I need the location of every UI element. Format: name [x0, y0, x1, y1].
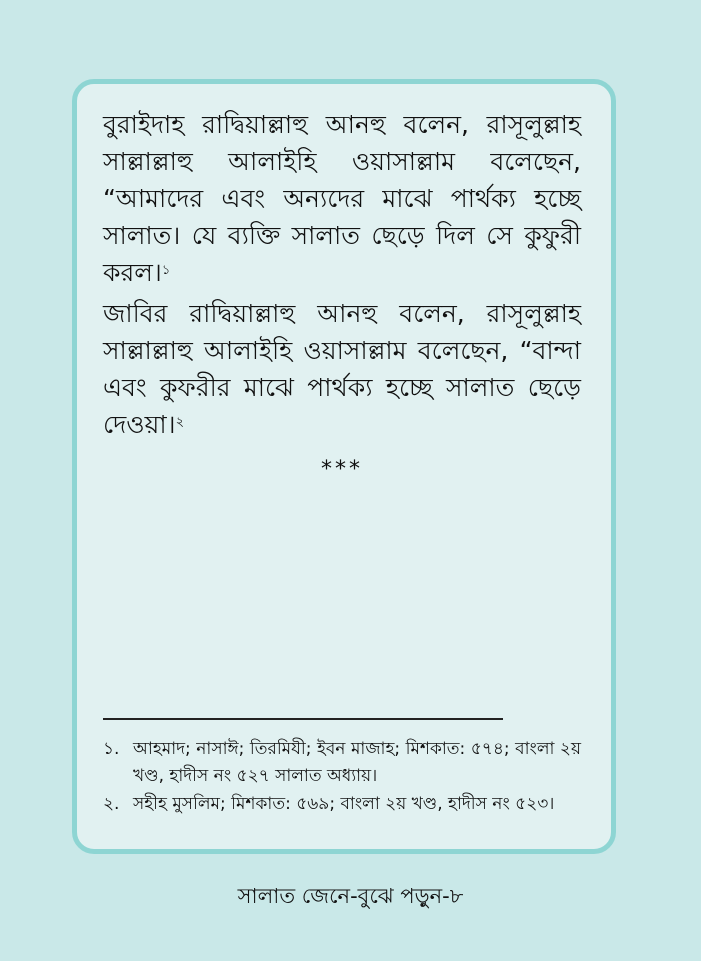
footnote-ref-1[interactable]: ১ [161, 263, 171, 278]
page-footer: সালাত জেনে-বুঝে পড়ুন-৮ [237, 884, 464, 908]
body-text [103, 106, 581, 482]
hadith-paragraph-2-text: জাবির রাদ্বিয়াল্লাহু আনহু বলেন, রাসূলুল্লাহ সাল্লাল্লাহু আলাইহি ওয়াসাল্লাম বলেছেন, “বান্দা এবং কুফরীর মাঝে পার্থক্য হচ্ছে সালাত ছেড়ে দেওয়া। [103, 299, 581, 439]
content-card [72, 79, 616, 854]
section-separator: *** [321, 457, 363, 482]
footnote-text: আহমাদ; নাসাঈ; তিরমিযী; ইবন মাজাহ; মিশকাত: ৫৭৪; বাংলা ২য় খণ্ড, হাদীস নং ৫২৭ সালাত অধ্যায়। [133, 739, 581, 786]
footnote-ref-2[interactable]: ২ [175, 415, 185, 430]
footnote-divider [103, 718, 503, 720]
footnotes-list [103, 736, 581, 819]
hadith-paragraph-1-text: বুরাইদাহ রাদ্বিয়াল্লাহু আনহু বলেন, রাসূলুল্লাহ সাল্লাল্লাহু আলাইহি ওয়াসাল্লাম বলেছেন, “আমাদের এবং অন্যদের মাঝে পার্থক্য হচ্ছে সালাত। যে ব্যক্তি সালাত ছেড়ে দিল সে কুফুরী করল। [103, 110, 581, 287]
footnote-item-1 [103, 736, 581, 790]
footnote-number: ২. [103, 794, 120, 814]
footnote-text: সহীহ মুসলিম; মিশকাত: ৫৬৯; বাংলা ২য় খণ্ড, হাদীস নং ৫২৩। [133, 794, 555, 814]
footnote-item-2 [103, 791, 581, 818]
hadith-paragraph-1 [103, 106, 581, 291]
hadith-paragraph-2 [103, 295, 581, 443]
footnote-number: ১. [103, 739, 120, 759]
